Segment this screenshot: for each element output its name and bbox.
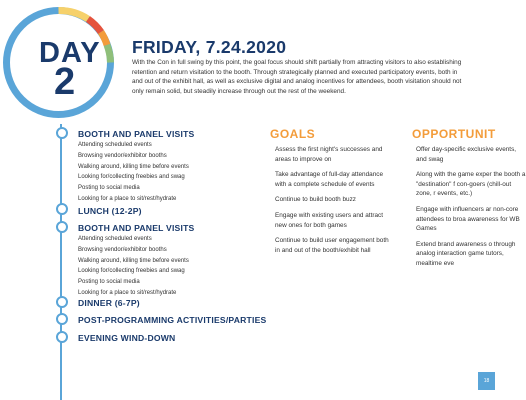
opportunity-item: Extend brand awareness o through analog interaction game tutors, mealtime eve: [416, 240, 516, 267]
timeline-item: Posting to social media: [78, 279, 140, 286]
opportunities-column: [410, 120, 526, 380]
timeline-dot: [56, 296, 68, 308]
page-number-badge: 18: [478, 372, 495, 390]
goals-list: [275, 145, 395, 261]
timeline-item: Looking for/collecting freebies and swag: [78, 268, 185, 275]
timeline-dot: [56, 331, 68, 343]
intro-paragraph: With the Con in full swing by this point, the goal focus should shift partially from attracting visitors to also establishing retention and return visitation to the booth. Through strategically planned and executed participatory events, both in and out of the exhibit hall, as well as exclusive digital and analog incentives for attendees, booth visitation should not only remain solid, but steadily increase through out the rest of the weekend.: [132, 59, 462, 95]
timeline-dot: [56, 313, 68, 325]
timeline-item: Attending scheduled events: [78, 236, 152, 242]
timeline-title: DINNER (6-7P): [78, 298, 140, 308]
day-badge: [1, 5, 116, 120]
timeline-item: Looking for a place to sit/rest/hydrate: [78, 195, 177, 202]
timeline-line: [60, 124, 62, 400]
timeline-items: [78, 234, 238, 299]
opportunity-item: Offer day-specific exclusive events, and swag: [416, 146, 517, 163]
timeline-title: BOOTH AND PANEL VISITS: [78, 129, 195, 139]
goals-heading: GOALS: [270, 127, 316, 141]
day-number: 2: [54, 61, 76, 103]
timeline-dot: [56, 127, 68, 139]
timeline-item: Posting to social media: [78, 185, 140, 192]
opportunity-item: Engage with influencers ar non-core attendees to broa awareness for WB Games: [416, 205, 520, 233]
page-title: FRIDAY, 7.24.2020: [132, 37, 287, 57]
goal-item: Continue to build booth buzz: [275, 196, 357, 204]
goal-item: Assess the first night's successes and areas to improve on: [275, 146, 383, 163]
goal-item: Continue to build user engagement both in and out of the booth/exhibit hall: [275, 237, 389, 254]
timeline-item: Browsing vendor/exhibitor booths: [78, 246, 167, 253]
timeline-item: Looking for/collecting freebies and swag: [78, 174, 185, 181]
timeline-item: Walking around, killing time before events: [78, 163, 189, 170]
goal-item: Take advantage of full-day attendance with a complete schedule of events: [275, 171, 384, 188]
opportunities-heading: OPPORTUNIT: [412, 127, 496, 141]
timeline-item: Attending scheduled events: [78, 142, 152, 148]
timeline-title: POST-PROGRAMMING ACTIVITIES/PARTIES: [78, 315, 267, 325]
timeline-title: BOOTH AND PANEL VISITS: [78, 223, 195, 233]
timeline-item: Walking around, killing time before events: [78, 257, 189, 264]
timeline-title: EVENING WIND-DOWN: [78, 333, 176, 343]
timeline-dot: [56, 203, 68, 215]
day-label: DAY: [39, 37, 101, 69]
timeline-item: Browsing vendor/exhibitor booths: [78, 152, 167, 159]
opportunities-list: [416, 145, 526, 275]
goal-item: Engage with existing users and attract new ones for both games: [275, 211, 383, 229]
timeline-item: Looking for a place to sit/rest/hydrate: [78, 289, 177, 296]
opportunity-item: Along with the game exper the booth a "destination" f con-goers (chill-out zone, r events, etc.): [416, 171, 526, 198]
timeline-title: LUNCH (12-2P): [78, 206, 142, 216]
timeline-items: [78, 140, 238, 205]
timeline-dot: [56, 221, 68, 233]
